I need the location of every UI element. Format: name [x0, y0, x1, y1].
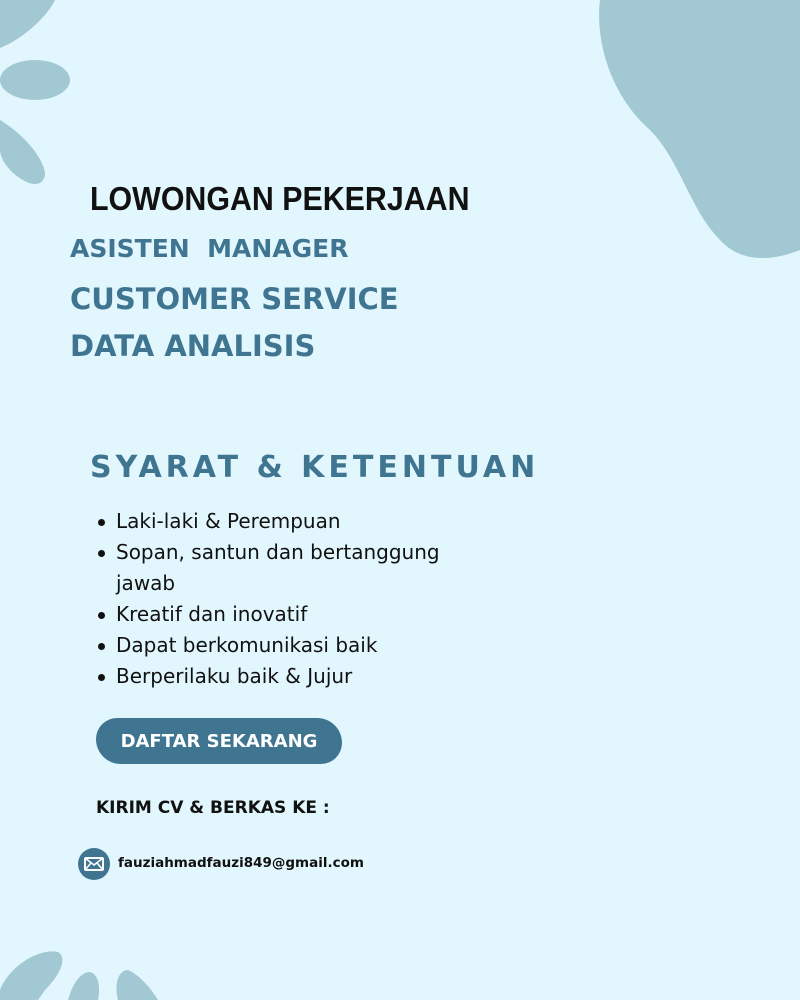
blob-top-right — [599, 0, 800, 258]
contact-email[interactable]: fauziahmadfauzi849@gmail.com — [118, 855, 364, 871]
list-item: Berperilaku baik & Jujur — [98, 661, 498, 692]
send-cv-label: KIRIM CV & BERKAS KE : — [96, 798, 330, 818]
petal-bottom-1 — [0, 951, 62, 1000]
petal-left-2 — [0, 120, 45, 184]
blob-top-left — [0, 0, 55, 48]
petal-bottom-3 — [116, 970, 158, 1000]
position-data-analisis: DATA ANALISIS — [70, 329, 316, 363]
requirements-list — [98, 506, 498, 692]
list-item: Dapat berkomunikasi baik — [98, 630, 498, 661]
position-asisten-manager: ASISTEN MANAGER — [70, 234, 349, 263]
requirements-title: SYARAT & KETENTUAN — [90, 450, 540, 485]
envelope-icon — [78, 848, 110, 880]
position-customer-service: CUSTOMER SERVICE — [70, 282, 399, 316]
page-title: LOWONGAN PEKERJAAN — [90, 180, 470, 217]
list-item: Kreatif dan inovatif — [98, 599, 498, 630]
petal-bottom-2 — [68, 972, 99, 1000]
daftar-sekarang-button[interactable]: DAFTAR SEKARANG — [96, 718, 342, 764]
petal-left-1 — [0, 60, 70, 100]
list-item: Laki-laki & Perempuan — [98, 506, 498, 537]
list-item: Sopan, santun dan bertanggung jawab — [98, 537, 476, 599]
